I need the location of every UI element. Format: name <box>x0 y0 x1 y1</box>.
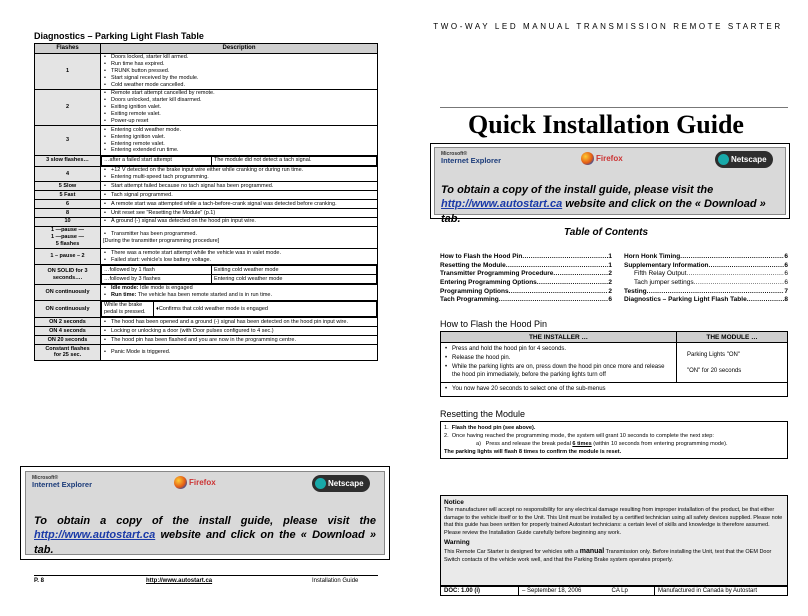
flash-count: 1 —pause — 1 —pause — 5 flashes <box>35 226 101 249</box>
module-response-2: "ON" for 20 seconds <box>687 367 742 374</box>
notice-heading: Notice <box>444 499 464 506</box>
table-row <box>35 209 378 218</box>
toc-entry[interactable]: Transmitter Programming Procedure ..... 2 <box>440 270 612 279</box>
table-row <box>35 226 378 249</box>
list-item: • Entering multi-speed tach programming. <box>103 174 375 181</box>
list-item: • Unit reset see "Resetting the Module" (p.1) <box>103 210 375 217</box>
flash-count: 5 Fast <box>35 191 101 200</box>
right-page <box>404 0 808 616</box>
table-row <box>35 265 378 285</box>
list-item: • There was a remote start attempt while the vehicle was in valet mode. <box>103 250 375 257</box>
hood-step-1: • Press and hold the hood pin for 4 seconds. <box>444 345 673 353</box>
table-row <box>35 327 378 336</box>
notice-box <box>440 495 788 586</box>
table-row <box>35 249 378 265</box>
netscape-logo-icon: Netscape <box>312 475 370 492</box>
table-row <box>35 300 378 318</box>
list-item: • Tach signal programmed. <box>103 192 375 199</box>
list-item: • Transmitter has been programmed. <box>103 231 375 238</box>
col-module: THE MODULE … <box>677 332 788 343</box>
flash-count: ON 2 seconds <box>35 318 101 327</box>
flash-description: …after a failed start attempt The module did not detect a tach signal. <box>101 155 378 166</box>
list-item: • Entering remote valet. <box>103 141 375 148</box>
flash-description <box>101 345 378 361</box>
notice-text: The manufacturer will accept no responsibility for any electrical damage resulting from improper installation of the product, be that either damage to the vehicle itself or to the Unit. This Unit must be installed by a certified technician using all safety devices supplied. Please note that this guide has been written for properly trained Autostart technicians: a certain level of skills and knowledge is therefore assumed. Please review the Installation Guide carefully before beginning any work. <box>444 507 783 537</box>
reset-step-1: 1. Flash the hood pin (see above). <box>444 425 536 431</box>
hood-pin-table <box>440 331 788 397</box>
list-item: • Panic Mode is triggered. <box>103 349 375 356</box>
table-row <box>35 182 378 191</box>
list-item: • Exiting ignition valet. <box>103 104 375 111</box>
flash-description <box>101 318 378 327</box>
flash-description <box>101 284 378 300</box>
list-item: • Doors unlocked, starter kill disarmed. <box>103 97 375 104</box>
flash-description <box>101 249 378 265</box>
table-row <box>35 191 378 200</box>
list-item: • Cold weather mode cancelled. <box>103 82 375 89</box>
table-row <box>35 345 378 361</box>
footer-url[interactable]: http://www.autostart.ca <box>146 578 213 584</box>
table-row <box>35 284 378 300</box>
flash-description <box>101 200 378 209</box>
flash-description <box>101 336 378 345</box>
list-item: • Entering cold weather mode. <box>103 127 375 134</box>
firefox-logo-icon: Firefox <box>174 476 216 489</box>
table-row <box>35 166 378 182</box>
doc-info-bar <box>440 586 788 596</box>
flash-table-title: Diagnostics – Parking Light Flash Table <box>34 31 204 41</box>
list-item: • The hood has been opened and a ground (-) signal has been detected on the hood pin input wire. <box>103 319 375 326</box>
quick-guide-title: Quick Installation Guide <box>468 110 744 139</box>
list-item: • Doors locked, starter kill armed. <box>103 54 375 61</box>
download-promo-left <box>20 466 390 560</box>
autostart-link[interactable]: http://www.autostart.ca <box>441 198 563 211</box>
firefox-logo-icon: Firefox <box>581 152 623 165</box>
list-item: • TRUNK button pressed. <box>103 68 375 75</box>
flash-description <box>101 126 378 156</box>
flash-count: ON SOLID for 3 seconds…. <box>35 265 101 285</box>
autostart-link[interactable]: http://www.autostart.ca <box>34 529 156 542</box>
title-rule <box>440 107 788 108</box>
list-item: • Power-up reset <box>103 118 375 125</box>
internet-explorer-logo-icon: Microsoft® Internet Explorer <box>441 151 502 165</box>
flash-description <box>101 166 378 182</box>
list-item: • Entering ignition valet. <box>103 134 375 141</box>
installer-steps <box>441 343 677 383</box>
toc-entry[interactable]: Resetting the Module ..... 1 <box>440 262 612 271</box>
promo-text: To obtain a copy of the install guide, please visit the http://www.autostart.ca website and click on the « Download » tab. <box>34 515 376 556</box>
table-row <box>35 89 378 125</box>
toc-entry[interactable]: Entering Programming Options ..... 2 <box>440 279 612 288</box>
warning-text: This Remote Car Starter is designed for vehicles with a manual Transmission only. Before installing the Unit, test that the OEM Door Switch contacts of the vehicle work well, and that the Parking Brake system operates properly. <box>444 547 772 563</box>
flash-description <box>101 191 378 200</box>
reset-confirm: The parking lights will flash 8 times to confirm the module is reset. <box>444 449 622 456</box>
flash-count: 5 Slow <box>35 182 101 191</box>
toc-left-column <box>440 253 612 305</box>
flash-count: 3 slow flashes… <box>35 155 101 166</box>
list-item: • Remote start attempt cancelled by remote. <box>103 90 375 97</box>
flash-count: ON 20 seconds <box>35 336 101 345</box>
product-brand: TWO-WAY LED MANUAL TRANSMISSION REMOTE STARTER <box>433 22 783 31</box>
flash-count: 6 <box>35 200 101 209</box>
doc-date: – September 18, 2006 <box>519 587 609 596</box>
flash-description: …followed by 1 flash Exiting cold weather mode …followed by 3 flashes Entering cold weather mode <box>101 265 378 285</box>
table-row <box>35 200 378 209</box>
hood-heading: How to Flash the Hood Pin <box>440 319 548 329</box>
list-item: • A remote start was attempted while a tach-before-crank signal was detected before cranking. <box>103 201 375 208</box>
flash-count: 3 <box>35 126 101 156</box>
list-item: • Run time: The vehicle has been remote started and is in run time. <box>103 292 375 299</box>
list-item: • Locking or unlocking a door (with Door pulses configured to 4 sec.) <box>103 328 375 335</box>
table-row <box>35 336 378 345</box>
list-item: • +12 V detected on the brake input wire either while cranking or during run time. <box>103 167 375 174</box>
flash-description <box>101 217 378 226</box>
flash-description <box>101 53 378 89</box>
footer-rule <box>34 575 378 576</box>
module-response <box>677 343 788 383</box>
flash-description <box>101 327 378 336</box>
toc-right-column <box>624 253 788 305</box>
list-item: • Run time has expired. <box>103 61 375 68</box>
flash-count: 10 <box>35 217 101 226</box>
list-item: • Idle mode: Idle mode is engaged <box>103 285 375 292</box>
doc-lang: CA Lp <box>609 587 655 596</box>
reset-heading: Resetting the Module <box>440 409 526 419</box>
module-response-1: Parking Lights "ON" <box>687 351 740 358</box>
promo-text: To obtain a copy of the install guide, please visit the http://www.autostart.ca website and click on the « Download » tab. <box>441 184 766 225</box>
download-promo-right <box>430 143 790 225</box>
flash-count: Constant flashes for 25 sec. <box>35 345 101 361</box>
flash-count: ON 4 seconds <box>35 327 101 336</box>
list-item: • Exiting remote valet. <box>103 111 375 118</box>
flash-count: 1 <box>35 53 101 89</box>
warning-heading: Warning <box>444 538 470 546</box>
reset-step-2: 2. Once having reached the programming mode, the system will grant 10 seconds to complete the next step: <box>444 433 714 440</box>
toc-entry[interactable]: Fifth Relay Output ..... 6 <box>624 270 788 279</box>
toc-entry[interactable]: Tach jumper settings ..... 6 <box>624 279 788 288</box>
table-row <box>35 126 378 156</box>
col-installer: THE INSTALLER … <box>441 332 677 343</box>
list-item: • A ground (-) signal was detected on the hood pin input wire. <box>103 218 375 225</box>
hood-step-2: • Release the hood pin. <box>444 354 673 362</box>
toc-entry[interactable]: Testing ..... 7 <box>624 288 788 297</box>
list-item: • The hood pin has been flashed and you are now in the programming centre. <box>103 337 375 344</box>
toc-entry[interactable]: Supplementary Information ..... 6 <box>624 262 788 271</box>
flash-count: 4 <box>35 166 101 182</box>
toc-entry[interactable]: Horn Honk Timing ..... 6 <box>624 253 788 262</box>
list-item: • Entering extended run time. <box>103 147 375 154</box>
flash-count: ON continuously <box>35 300 101 318</box>
table-row <box>35 217 378 226</box>
reset-steps <box>440 421 788 459</box>
flash-table <box>34 43 378 361</box>
flash-description <box>101 209 378 218</box>
list-item: • Start attempt failed because no tach signal has been programmed. <box>103 183 375 190</box>
hood-step-3: • While the parking lights are on, press down the hood pin once more and release the hood pin immediately, before the parking lights turn off <box>444 363 673 379</box>
toc-entry[interactable]: Tach Programming ..... 6 <box>440 296 612 305</box>
flash-count: 8 <box>35 209 101 218</box>
flash-count: ON continuously <box>35 284 101 300</box>
list-item: • Failed start: vehicle's low battery voltage. <box>103 257 375 264</box>
flash-description <box>101 182 378 191</box>
flash-description <box>101 89 378 125</box>
reset-step-a: a) Press and release the break pedal 6 times (within 10 seconds from entering programming mode). <box>476 441 728 448</box>
list-item: • Start signal received by the module. <box>103 75 375 82</box>
toc-entry[interactable]: How to Flash the Hood Pin ..... 1 <box>440 253 612 262</box>
table-row <box>35 318 378 327</box>
flash-count: 2 <box>35 89 101 125</box>
toc-entry[interactable]: Diagnostics – Parking Light Flash Table ..... 8 <box>624 296 788 305</box>
table-row <box>35 53 378 89</box>
footer-doc: Installation Guide <box>312 578 359 584</box>
table-row <box>35 155 378 166</box>
flash-count: 1 – pause – 2 <box>35 249 101 265</box>
page-number: P. 8 <box>34 578 44 584</box>
netscape-logo-icon: Netscape <box>715 151 773 168</box>
doc-made: Manufactured in Canada by Autostart <box>655 587 788 596</box>
flash-description: While the brake pedal is pressed. ♦Confirms that cold weather mode is engaged <box>101 300 378 318</box>
doc-version: DOC: 1.00 (i) <box>441 587 519 596</box>
flash-description: • Transmitter has been programmed. [During the transmitter programming procedure] <box>101 226 378 249</box>
toc-entry[interactable]: Programming Options ..... 2 <box>440 288 612 297</box>
toc-title: Table of Contents <box>563 227 649 238</box>
hood-last-step: • You now have 20 seconds to select one of the sub-menus <box>444 385 784 393</box>
col-flashes: Flashes <box>35 44 101 54</box>
col-description: Description <box>101 44 378 54</box>
internet-explorer-logo-icon: Microsoft® Internet Explorer <box>32 475 93 489</box>
flash-table-body <box>35 53 378 360</box>
